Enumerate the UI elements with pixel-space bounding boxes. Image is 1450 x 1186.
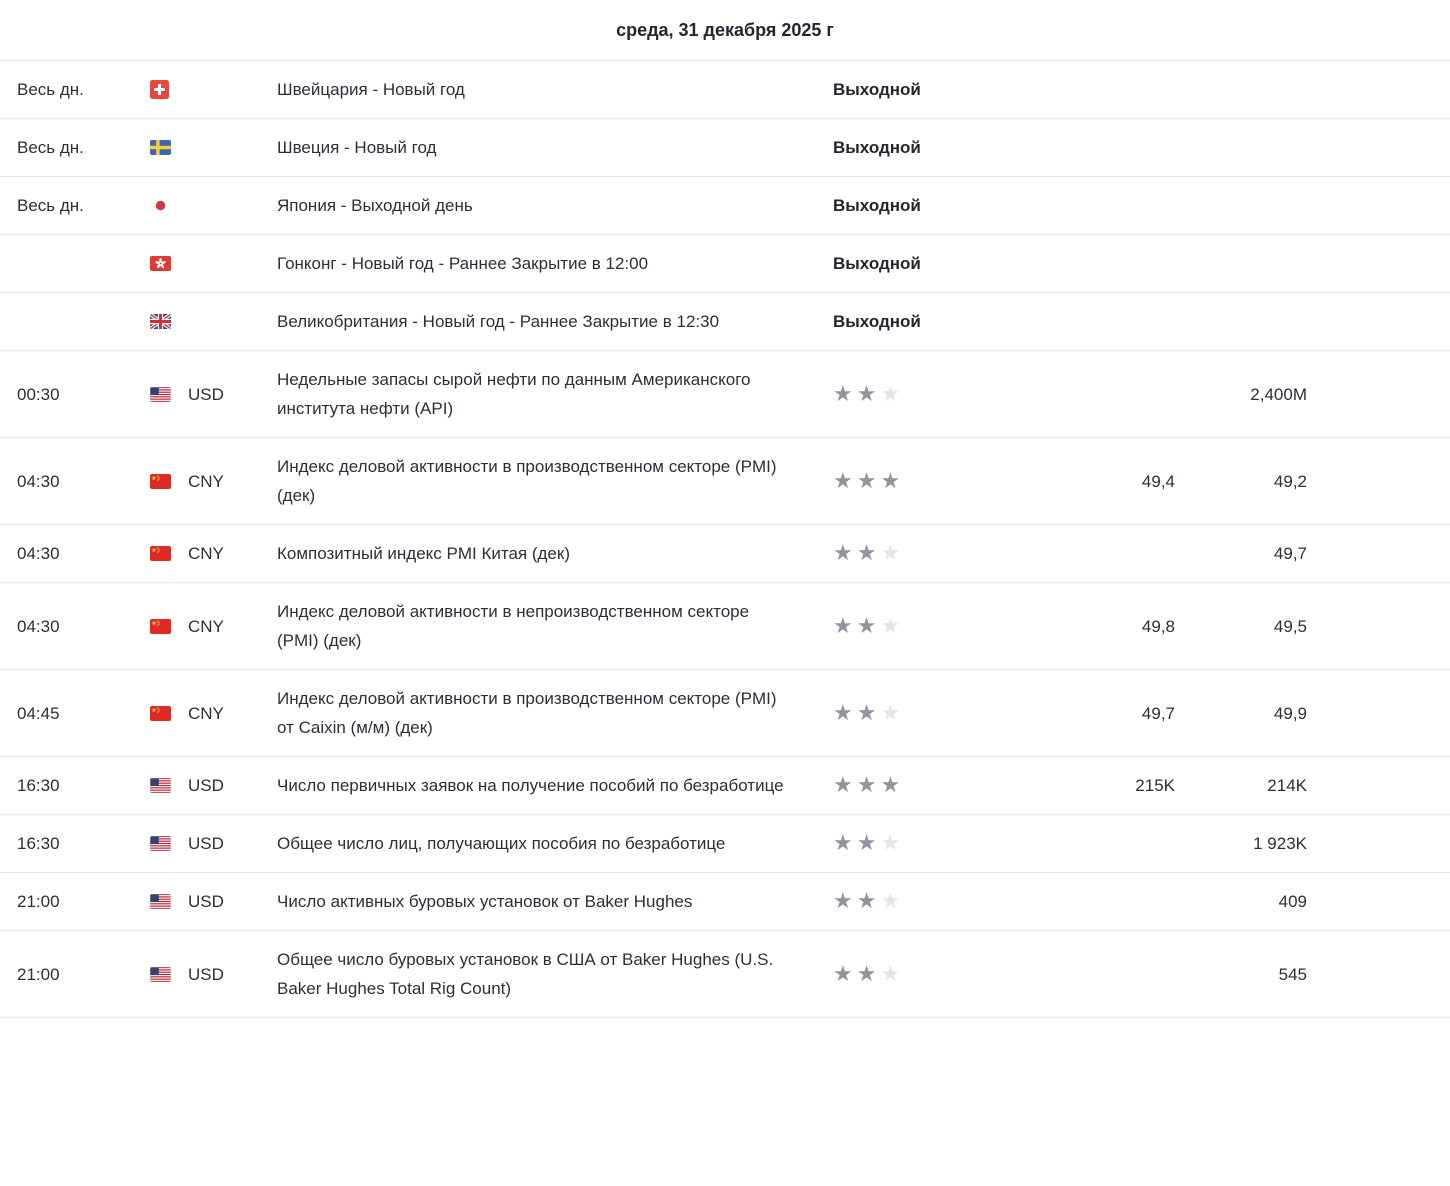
china-flag-icon	[150, 546, 171, 561]
event-time: Весь дн.	[17, 196, 84, 215]
event-time: Весь дн.	[17, 80, 84, 99]
star-icon: ★	[880, 960, 901, 986]
event-title[interactable]: Индекс деловой активности в непроизводственном секторе (PMI) (дек)	[277, 602, 750, 650]
china-flag-icon	[150, 474, 171, 489]
star-icon: ★	[856, 467, 877, 493]
event-title[interactable]: Япония - Выходной день	[277, 196, 473, 215]
event-time: 00:30	[17, 384, 60, 404]
previous-value: 1 923K	[1253, 834, 1307, 853]
importance-stars	[833, 467, 1005, 496]
event-row[interactable]	[0, 118, 1450, 176]
event-title[interactable]: Индекс деловой активности в производственном секторе (PMI) от Caixin (м/м) (дек)	[277, 689, 777, 737]
star-icon: ★	[856, 830, 877, 855]
importance-stars	[833, 380, 1005, 409]
star-icon: ★	[880, 888, 901, 913]
previous-value: 49,7	[1273, 544, 1307, 563]
currency-code: CNY	[188, 616, 224, 636]
usa-flag-icon	[150, 894, 171, 909]
importance-stars	[833, 887, 1005, 916]
forecast-value: 49,7	[1141, 703, 1175, 723]
usa-flag-icon	[150, 387, 171, 402]
sweden-flag-icon	[150, 140, 171, 155]
currency-code: CNY	[188, 471, 224, 491]
star-icon: ★	[833, 888, 853, 913]
star-icon: ★	[856, 699, 877, 725]
japan-flag-icon	[150, 198, 171, 213]
event-title[interactable]: Индекс деловой активности в производственном секторе (PMI) (дек)	[277, 457, 777, 505]
importance-stars	[833, 539, 1005, 568]
country-currency-cell	[150, 198, 277, 213]
event-row[interactable]	[0, 176, 1450, 234]
holiday-status-label: Выходной	[833, 196, 921, 215]
star-icon: ★	[833, 380, 853, 406]
previous-value: 49,2	[1273, 471, 1307, 491]
star-icon: ★	[856, 380, 877, 406]
star-icon: ★	[856, 772, 877, 797]
country-currency-cell	[150, 314, 277, 329]
switzerland-flag-icon	[150, 80, 169, 99]
previous-value: 214K	[1267, 776, 1307, 795]
star-icon: ★	[856, 612, 877, 638]
date-header: среда, 31 декабря 2025 г	[616, 19, 834, 40]
event-row[interactable]	[0, 872, 1450, 930]
holiday-status-label: Выходной	[833, 80, 921, 99]
event-row[interactable]	[0, 234, 1450, 292]
event-time: 04:45	[17, 703, 60, 723]
currency-code: USD	[188, 892, 224, 911]
importance-stars	[833, 699, 1005, 728]
forecast-value: 49,4	[1141, 471, 1175, 491]
event-title[interactable]: Великобритания - Новый год - Раннее Закрытие в 12:30	[277, 312, 720, 331]
event-row[interactable]	[0, 524, 1450, 582]
currency-code: USD	[188, 776, 224, 795]
previous-value: 49,9	[1273, 703, 1307, 723]
star-icon: ★	[880, 467, 901, 493]
country-currency-cell	[150, 256, 277, 271]
previous-value: 49,5	[1273, 616, 1307, 636]
events-list	[0, 60, 1450, 1018]
china-flag-icon	[150, 619, 171, 634]
event-title[interactable]: Гонконг - Новый год - Раннее Закрытие в 12:00	[277, 254, 649, 273]
country-currency-cell	[150, 467, 277, 496]
previous-value: 409	[1278, 892, 1307, 911]
holiday-status-label: Выходной	[833, 138, 921, 157]
event-title[interactable]: Композитный индекс PMI Китая (дек)	[277, 544, 570, 563]
star-icon: ★	[856, 540, 877, 565]
importance-cell	[833, 133, 1005, 162]
importance-stars	[833, 960, 1005, 989]
country-currency-cell	[150, 140, 277, 155]
star-icon: ★	[880, 830, 901, 855]
country-currency-cell	[150, 829, 277, 858]
star-icon: ★	[833, 699, 853, 725]
event-title[interactable]: Швеция - Новый год	[277, 138, 437, 157]
event-row[interactable]	[0, 814, 1450, 872]
event-row[interactable]	[0, 60, 1450, 118]
importance-cell	[833, 307, 1005, 336]
currency-code: USD	[188, 964, 224, 984]
star-icon: ★	[833, 772, 853, 797]
country-currency-cell	[150, 80, 277, 99]
event-row[interactable]	[0, 756, 1450, 814]
event-row[interactable]	[0, 292, 1450, 350]
holiday-status-label: Выходной	[833, 312, 921, 331]
usa-flag-icon	[150, 836, 171, 851]
forecast-value: 215K	[1135, 776, 1175, 795]
event-time: 16:30	[17, 834, 60, 853]
country-currency-cell	[150, 612, 277, 641]
uk-flag-icon	[150, 314, 171, 329]
event-time: Весь дн.	[17, 138, 84, 157]
event-title[interactable]: Число первичных заявок на получение пособий по безработице	[277, 776, 784, 795]
event-row[interactable]	[0, 437, 1450, 524]
event-time: 21:00	[17, 964, 60, 984]
previous-value: 545	[1278, 964, 1307, 984]
importance-cell	[833, 249, 1005, 278]
importance-stars	[833, 829, 1005, 858]
china-flag-icon	[150, 706, 171, 721]
event-title[interactable]: Число активных буровых установок от Baker Hughes	[277, 892, 693, 911]
country-currency-cell	[150, 539, 277, 568]
currency-code: USD	[188, 384, 224, 404]
star-icon: ★	[880, 540, 901, 565]
event-title[interactable]: Общее число буровых установок в США от Baker Hughes (U.S. Baker Hughes Total Rig Count)	[277, 950, 774, 998]
star-icon: ★	[833, 960, 853, 986]
event-row[interactable]	[0, 930, 1450, 1017]
country-currency-cell	[150, 960, 277, 989]
importance-cell	[833, 75, 1005, 104]
star-icon: ★	[833, 467, 853, 493]
star-icon: ★	[833, 612, 853, 638]
currency-code: USD	[188, 834, 224, 853]
usa-flag-icon	[150, 778, 171, 793]
event-time: 21:00	[17, 892, 60, 911]
country-currency-cell	[150, 380, 277, 409]
holiday-status-label: Выходной	[833, 254, 921, 273]
usa-flag-icon	[150, 967, 171, 982]
importance-stars	[833, 612, 1005, 641]
star-icon: ★	[880, 772, 901, 797]
star-icon: ★	[856, 888, 877, 913]
event-row[interactable]	[0, 350, 1450, 437]
star-icon: ★	[880, 699, 901, 725]
event-time: 04:30	[17, 471, 60, 491]
forecast-value: 49,8	[1141, 616, 1175, 636]
country-currency-cell	[150, 699, 277, 728]
star-icon: ★	[833, 830, 853, 855]
star-icon: ★	[856, 960, 877, 986]
currency-code: CNY	[188, 703, 224, 723]
hong-kong-flag-icon	[150, 256, 171, 271]
event-time: 04:30	[17, 544, 60, 563]
event-row[interactable]	[0, 669, 1450, 756]
importance-cell	[833, 191, 1005, 220]
previous-value: 2,400M	[1250, 384, 1307, 404]
event-time: 16:30	[17, 776, 60, 795]
event-title[interactable]: Недельные запасы сырой нефти по данным Американского института нефти (API)	[277, 370, 751, 418]
importance-stars	[833, 771, 1005, 800]
star-icon: ★	[880, 380, 901, 406]
event-title[interactable]: Швейцария - Новый год	[277, 80, 465, 99]
event-row[interactable]	[0, 582, 1450, 669]
country-currency-cell	[150, 771, 277, 800]
event-title[interactable]: Общее число лиц, получающих пособия по безработице	[277, 834, 726, 853]
star-icon: ★	[880, 612, 901, 638]
country-currency-cell	[150, 887, 277, 916]
star-icon: ★	[833, 540, 853, 565]
event-time: 04:30	[17, 616, 60, 636]
currency-code: CNY	[188, 544, 224, 563]
